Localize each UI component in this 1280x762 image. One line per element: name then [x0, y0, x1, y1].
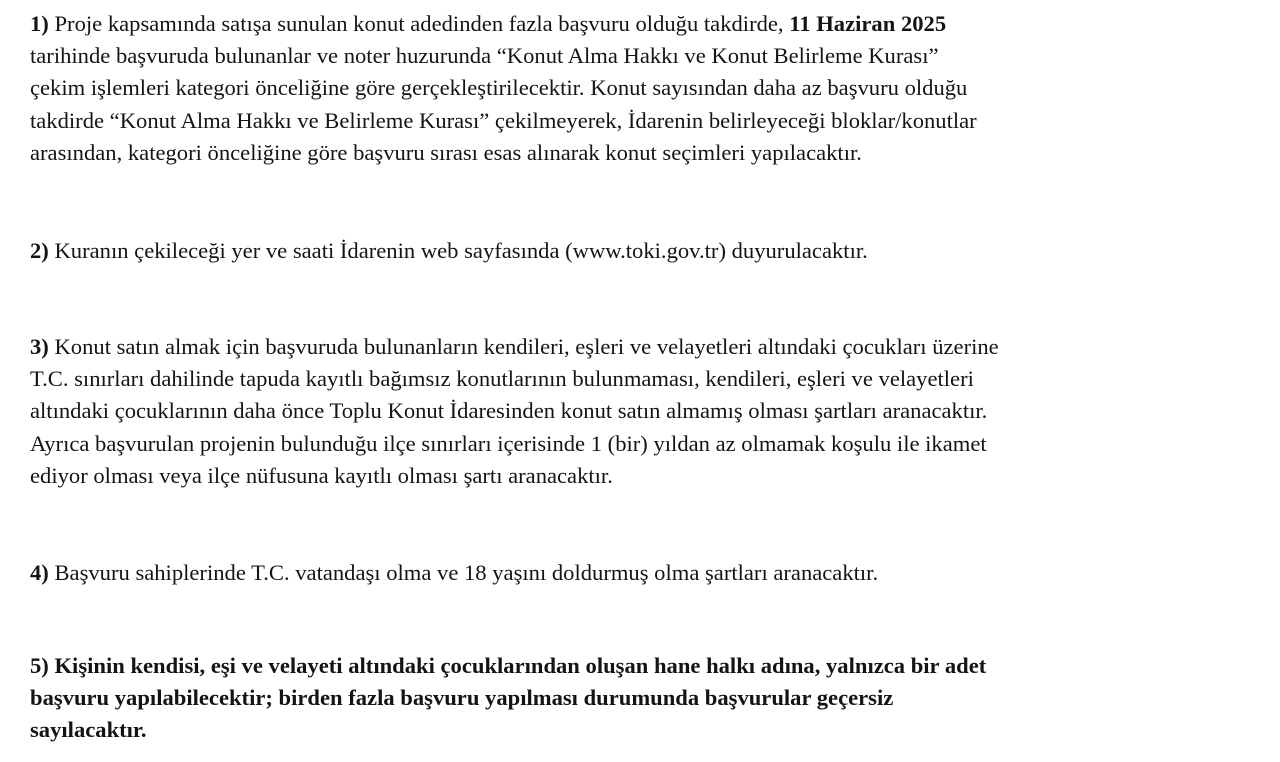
item-number: 1)	[30, 11, 49, 36]
paragraph-text: Kuranın çekileceği yer ve saati İdarenin web sayfasında (www.toki.gov.tr) duyurulacaktır.	[54, 238, 868, 263]
paragraph-text: çekim işlemleri kategori önceliğine göre gerçekleştirilecektir. Konut sayısından daha az başvuru olduğu	[30, 75, 968, 101]
paragraph-1	[30, 8, 1260, 169]
paragraph-text: Başvuru sahiplerinde T.C. vatandaşı olma ve 18 yaşını doldurmuş olma şartları aranacaktır.	[54, 560, 879, 585]
paragraph-text: Konut satın almak için başvuruda bulunanların kendileri, eşleri ve velayetleri altındaki çocukları üzerine	[54, 334, 999, 359]
paragraph-text: tarihinde başvuruda bulunanlar ve noter huzurunda “Konut Alma Hakkı ve Konut Belirleme Kurası”	[30, 43, 939, 69]
paragraph-text: T.C. sınırları dahilinde tapuda kayıtlı bağımsız konutlarının bulunmaması, kendileri, eşleri ve velayetleri	[30, 366, 974, 392]
paragraph-4	[30, 557, 1260, 589]
paragraph-5	[30, 650, 1260, 747]
paragraph-text: Proje kapsamında satışa sunulan konut adedinden fazla başvuru olduğu takdirde,	[54, 11, 784, 36]
paragraph-text: başvuru yapılabilecektir; birden fazla başvuru yapılması durumunda başvurular geçersiz	[30, 685, 894, 711]
item-number: 3)	[30, 334, 49, 359]
paragraph-2	[30, 235, 1260, 267]
paragraph-text: ediyor olması veya ilçe nüfusuna kayıtlı olması şartı aranacaktır.	[30, 462, 613, 488]
paragraph-text: arasından, kategori önceliğine göre başvuru sırası esas alınarak konut seçimleri yapılacaktır.	[30, 139, 862, 165]
item-number: 4)	[30, 560, 49, 585]
item-number: 2)	[30, 238, 49, 263]
paragraph-text: altındaki çocuklarının daha önce Toplu Konut İdaresinden konut satın almamış olması şartları aranacaktır.	[30, 398, 988, 424]
bold-date: 11 Haziran 2025	[789, 11, 947, 36]
paragraph-text: takdirde “Konut Alma Hakkı ve Belirleme Kurası” çekilmeyerek, İdarenin belirleyeceği bloklar/konutlar	[30, 107, 977, 133]
paragraph-text: sayılacaktır.	[30, 717, 147, 743]
paragraph-3	[30, 331, 1260, 492]
paragraph-text: Ayrıca başvurulan projenin bulunduğu ilçe sınırları içerisinde 1 (bir) yıldan az olmamak koşulu ile ikamet	[30, 430, 987, 456]
paragraph-text: Kişinin kendisi, eşi ve velayeti altındaki çocuklarından oluşan hane halkı adına, yalnızca bir adet	[54, 653, 987, 678]
item-number: 5)	[30, 653, 49, 678]
